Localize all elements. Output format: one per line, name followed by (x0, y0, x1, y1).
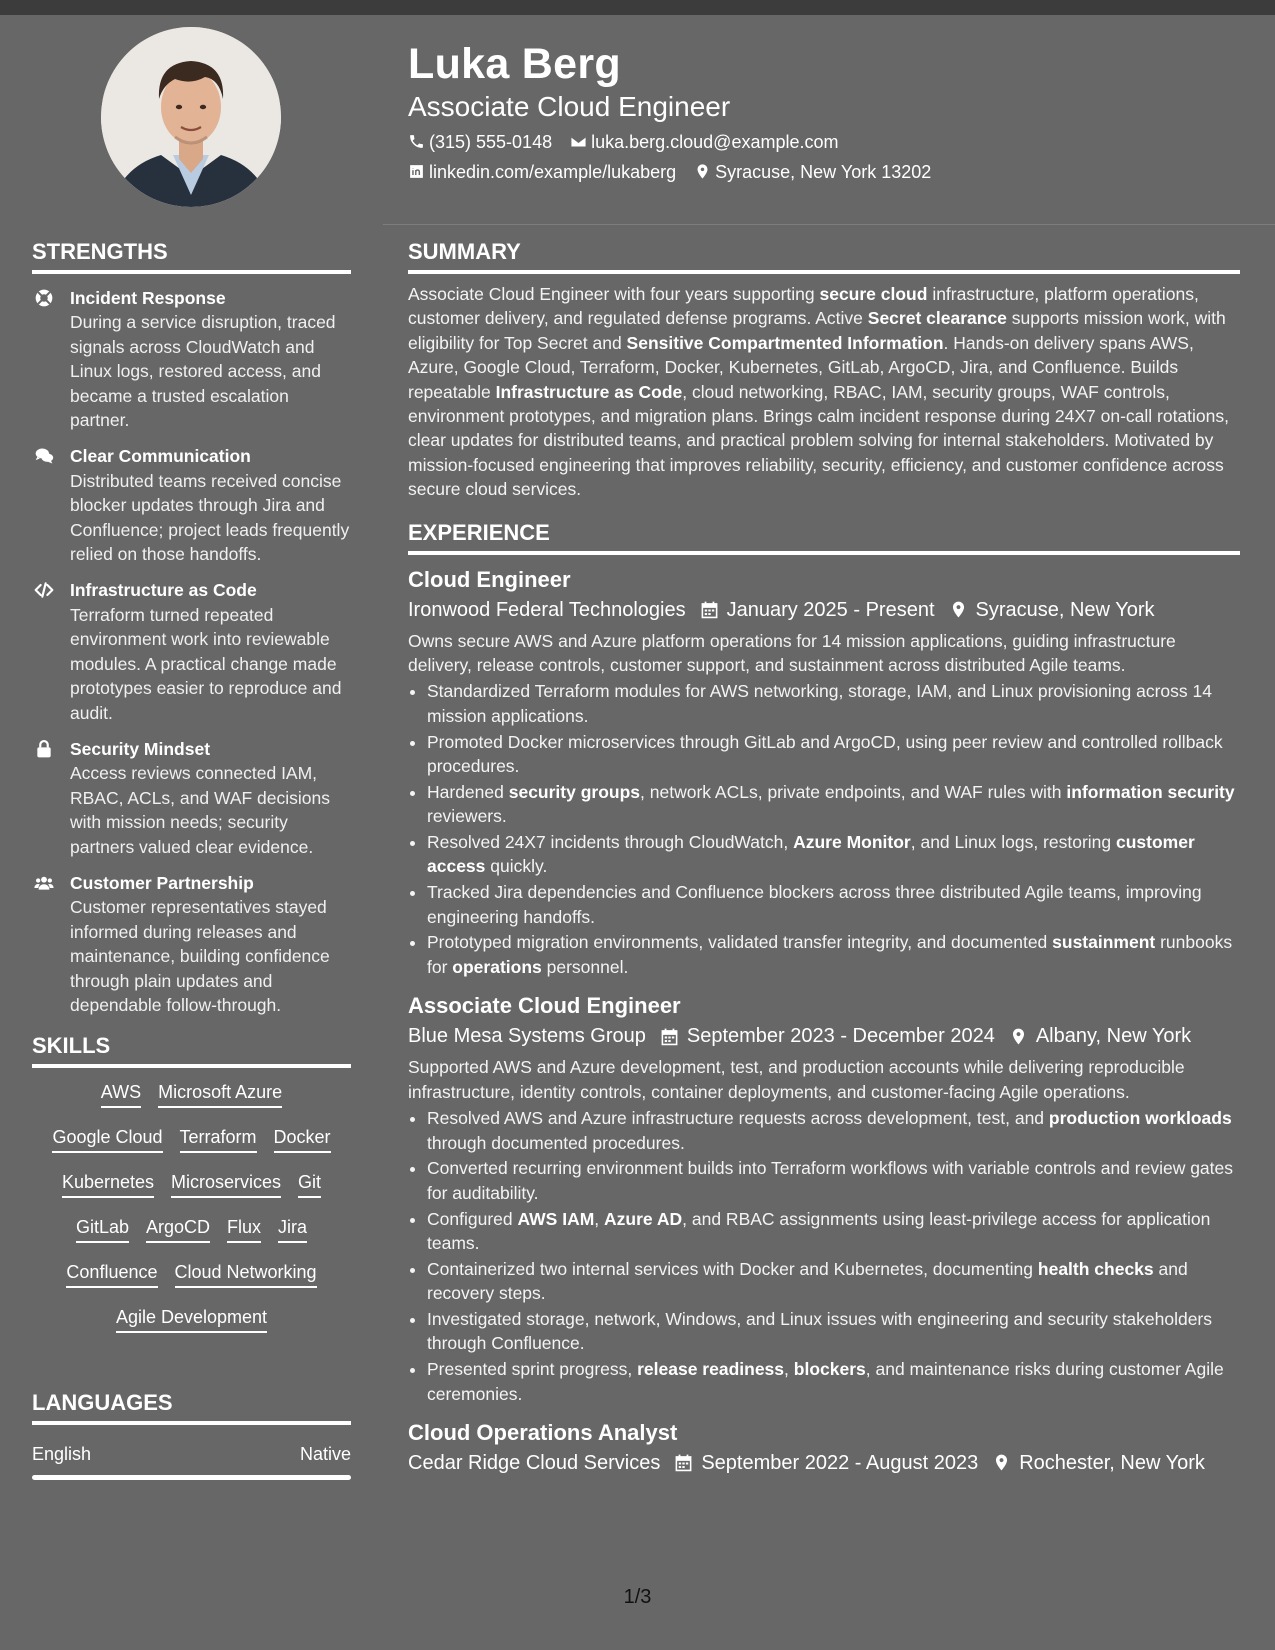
emphasis-text: Sensitive Compartmented Information (626, 332, 944, 353)
strength-title: Infrastructure as Code (70, 580, 257, 601)
emphasis-text: production workloads (1048, 1108, 1232, 1129)
strengths-list (32, 286, 351, 1017)
skill-tag: Microsoft Azure (158, 1080, 282, 1108)
skill-tag: Kubernetes (62, 1170, 154, 1198)
skill-tag: Confluence (66, 1260, 157, 1288)
bullet-item: • Containerized two internal services with Docker and Kubernetes, documenting health checks and recovery steps. (427, 1257, 1240, 1306)
company-name: Ironwood Federal Technologies (408, 598, 686, 621)
skill-tag: Google Cloud (52, 1125, 162, 1153)
header-divider (383, 224, 1275, 225)
job-title: Cloud Operations Analyst (408, 1419, 678, 1445)
strength-desc: Terraform turned repeated environment work into reviewable modules. A practical change made prototypes easier to reproduce and audit. (70, 604, 342, 723)
main-column (408, 239, 1240, 1478)
profile-photo (101, 27, 281, 207)
location-text: Syracuse, New York (975, 598, 1155, 621)
calendar-icon (674, 1453, 693, 1472)
skill-row (32, 1260, 351, 1305)
location-contact (694, 162, 931, 182)
emphasis-text: sustainment (1052, 932, 1156, 953)
emphasis-text: health checks (1037, 1258, 1154, 1279)
strength-title: Customer Partnership (70, 872, 254, 893)
bullet-item: • Promoted Docker microservices through GitLab and ArgoCD, using peer review and controlled rollback procedures. (427, 730, 1240, 779)
location-text: Syracuse, New York 13202 (715, 161, 932, 182)
emphasis-text: secure cloud (819, 284, 928, 304)
emphasis-text: blockers (793, 1359, 866, 1380)
company-name: Cedar Ridge Cloud Services (408, 1451, 661, 1474)
bullet-item: • Resolved AWS and Azure infrastructure requests across development, test, and production workloads through documented procedures. (427, 1106, 1240, 1155)
strength-title: Clear Communication (70, 446, 251, 467)
dates-text: September 2023 - December 2024 (686, 1025, 995, 1048)
strength-desc: Customer representatives stayed informed during releases and maintenance, building confidence through plain updates and dependable follow-through. (70, 897, 330, 1015)
phone-text: (315) 555-0148 (429, 131, 553, 152)
strength-desc: Distributed teams received concise blocker updates through Jira and Confluence; project leads frequently relied on those handoffs. (70, 470, 350, 565)
job-location (949, 595, 1155, 625)
emphasis-text: Azure Monitor (793, 832, 911, 853)
job-description: Owns secure AWS and Azure platform operations for 14 mission applications, guiding infrastructure delivery, release controls, customer support, and sustainment across distributed Agile teams. (408, 630, 1176, 676)
job-dates (700, 595, 935, 625)
calendar-icon (660, 1027, 679, 1046)
profile-photo-image (101, 27, 281, 207)
language-level: Native (299, 1444, 351, 1465)
contact-row-2 (408, 162, 1248, 182)
job-meta (408, 1448, 1240, 1478)
strengths-heading: STRENGTHS (32, 239, 351, 274)
job-bullets (408, 1106, 1240, 1406)
resume-header (408, 40, 1248, 182)
location-text: Albany, New York (1035, 1025, 1192, 1048)
page-indicator: 1/3 (623, 1586, 652, 1608)
strength-desc: Access reviews connected IAM, RBAC, ACLs, and WAF decisions with mission needs; security partners valued clear evidence. (70, 763, 331, 857)
strength-item (32, 871, 351, 1017)
emphasis-text: Azure AD (604, 1208, 683, 1229)
skill-tag: Flux (227, 1215, 261, 1243)
strength-item (32, 444, 351, 566)
strength-title: Incident Response (70, 288, 226, 308)
map-pin-icon (694, 163, 711, 180)
map-pin-icon (949, 600, 968, 619)
job-entry (408, 991, 1240, 1406)
resume-page (0, 15, 1275, 1650)
bullet-item: • Investigated storage, network, Windows, and Linux issues with engineering and security stakeholders through Confluence. (427, 1307, 1240, 1356)
job-location (1009, 1021, 1191, 1051)
strength-desc: During a service disruption, traced signals across CloudWatch and Linux logs, restored access, and became a trusted escalation partner. (70, 312, 336, 431)
strength-item (32, 737, 351, 859)
language-proficiency-bar (32, 1475, 351, 1480)
bullet-item: • Standardized Terraform modules for AWS networking, storage, IAM, and Linux provisioning across 14 mission applications. (427, 679, 1240, 728)
linkedin-contact[interactable] (408, 162, 676, 182)
email-text: luka.berg.cloud@example.com (591, 131, 839, 152)
summary-text: Associate Cloud Engineer with four years supporting secure cloud infrastructure, platform operations, customer delivery, and regulated defense programs. Active Secret clearance supports mission work, with eligibility for Top Secret and Sensitive Compartmented Information. Hands-on delivery spans AWS, Azure, Google Cloud, Terraform, Docker, Kubernetes, GitLab, ArgoCD, Jira, and Confluence. Builds repeatable Infrastructure as Code, cloud networking, RBAC, IAM, security groups, WAF controls, environment prototypes, and migration plans. Brings calm incident response during 24X7 on-call rotations, clear updates for distributed teams, and practical problem solving for internal stakeholders. Motivated by mission-focused engineering that improves reliability, security, efficiency, and customer confidence across secure cloud services. (408, 284, 1230, 500)
skill-row (32, 1215, 351, 1260)
skill-tag: Agile Development (116, 1305, 267, 1333)
summary-heading: SUMMARY (408, 239, 1240, 274)
skill-tag: ArgoCD (146, 1215, 210, 1243)
skill-tag: Docker (274, 1125, 331, 1153)
job-company (408, 595, 686, 625)
experience-heading: EXPERIENCE (408, 520, 1240, 555)
code-icon (34, 580, 54, 600)
emphasis-text: customer access (427, 832, 1195, 877)
skill-tag: Jira (278, 1215, 307, 1243)
job-bullets (408, 679, 1240, 979)
linkedin-icon (408, 163, 425, 180)
location-text: Rochester, New York (1019, 1451, 1205, 1474)
job-description: Supported AWS and Azure development, test, and production accounts while delivering reproducible infrastructure, identity controls, container deployments, and customer-facing Agile operations. (408, 1057, 1185, 1102)
emphasis-text: information security (1066, 781, 1235, 802)
phone-icon (408, 133, 425, 150)
emphasis-text: release readiness (637, 1359, 785, 1380)
skill-row (32, 1305, 351, 1350)
sidebar (32, 239, 351, 1480)
emphasis-text: operations (452, 956, 542, 977)
job-company (408, 1448, 660, 1478)
language-item (32, 1443, 351, 1465)
bullet-item: • Converted recurring environment builds into Terraform workflows with variable controls and review gates for auditability. (427, 1156, 1240, 1205)
experience-list (408, 565, 1240, 1478)
bullet-item: • Resolved 24X7 incidents through CloudWatch, Azure Monitor, and Linux logs, restoring customer access quickly. (427, 830, 1240, 879)
lock-icon (34, 739, 54, 759)
job-meta (408, 595, 1240, 625)
contact-row-1 (408, 132, 1248, 152)
person-name: Luka Berg (408, 40, 621, 88)
skill-row (32, 1125, 351, 1170)
bullet-item: • Hardened security groups, network ACLs, private endpoints, and WAF rules with information security reviewers. (427, 780, 1240, 829)
skill-row (32, 1080, 351, 1125)
skill-row (32, 1170, 351, 1215)
skill-tag: Terraform (180, 1125, 257, 1153)
job-dates (674, 1448, 978, 1478)
bullet-item: • Configured AWS IAM, Azure AD, and RBAC assignments using least-privilege access for application teams. (427, 1207, 1240, 1256)
job-title: Associate Cloud Engineer (408, 993, 681, 1019)
company-name: Blue Mesa Systems Group (408, 1025, 646, 1048)
emphasis-text: Secret clearance (867, 308, 1007, 329)
job-title: Cloud Engineer (408, 566, 571, 592)
map-pin-icon (1009, 1027, 1028, 1046)
person-title: Associate Cloud Engineer (408, 91, 731, 122)
skill-tag: Microservices (171, 1170, 281, 1198)
language-name: English (32, 1444, 92, 1465)
phone-contact (408, 132, 552, 152)
skills-list (32, 1080, 351, 1350)
comments-icon (34, 446, 54, 466)
bullet-item: • Presented sprint progress, release readiness, blockers, and maintenance risks during customer Agile ceremonies. (427, 1357, 1240, 1406)
strength-title: Security Mindset (70, 738, 211, 759)
job-entry (408, 565, 1240, 980)
strength-item (32, 286, 351, 432)
calendar-icon (700, 600, 719, 619)
job-dates (660, 1021, 995, 1051)
email-contact[interactable] (570, 132, 838, 152)
dates-text: January 2025 - Present (726, 598, 935, 621)
skills-heading: SKILLS (32, 1033, 351, 1068)
map-pin-icon (992, 1453, 1011, 1472)
linkedin-text: linkedin.com/example/lukaberg (429, 161, 677, 182)
emphasis-text: Infrastructure as Code (495, 381, 683, 402)
job-entry (408, 1418, 1240, 1478)
bullet-item: • Prototyped migration environments, validated transfer integrity, and documented sustainment runbooks for operations personnel. (427, 930, 1240, 979)
envelope-icon (570, 133, 587, 150)
skill-tag: Git (298, 1170, 321, 1198)
job-meta (408, 1021, 1240, 1051)
viewer-top-bar (0, 0, 1275, 15)
bullet-item: • Tracked Jira dependencies and Confluence blockers across three distributed Agile teams, improving engineering handoffs. (427, 880, 1240, 929)
skill-tag: Cloud Networking (175, 1260, 317, 1288)
strength-item (32, 578, 351, 724)
skill-tag: GitLab (76, 1215, 129, 1243)
life-ring-icon (34, 288, 54, 308)
emphasis-text: AWS IAM (517, 1208, 595, 1229)
job-company (408, 1021, 646, 1051)
languages-heading: LANGUAGES (32, 1390, 351, 1425)
users-icon (34, 873, 54, 893)
emphasis-text: security groups (508, 781, 641, 802)
job-location (992, 1448, 1205, 1478)
skill-tag: AWS (101, 1080, 141, 1108)
dates-text: September 2022 - August 2023 (701, 1451, 979, 1474)
